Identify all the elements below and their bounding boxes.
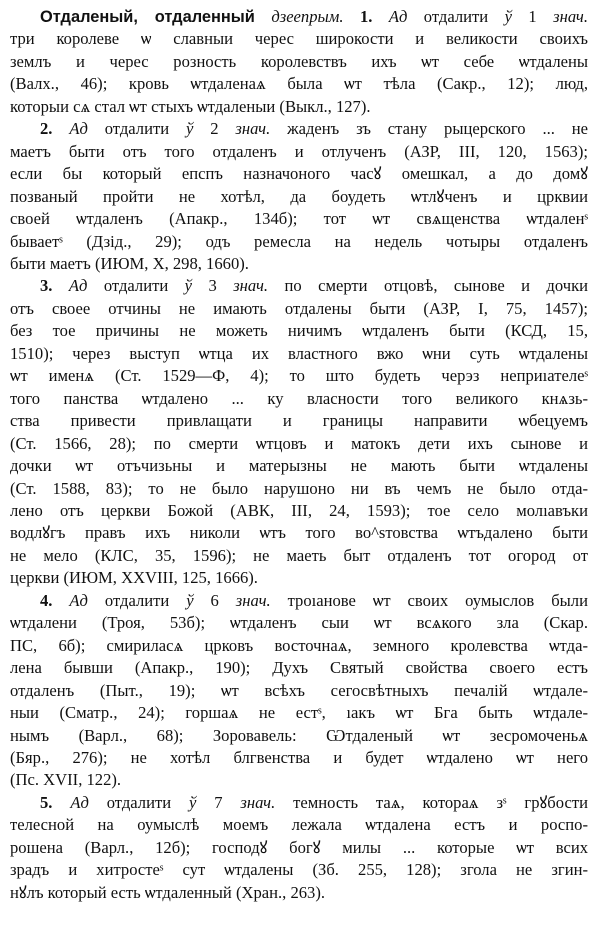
ref-number: 2 (210, 119, 219, 139)
sense-3-line-10: лено отъ церкви Божой (АВК, III, 24, 1593); тое село молıавъки (10, 500, 588, 520)
sense-number: 1. (359, 7, 373, 26)
sense-4-line-4: отдаленъ (Пыт., 19); ѡт всѣхъ сегосвѣтныхъ печалій ѡтдале- (10, 680, 588, 700)
ref-word: отдалити (103, 276, 169, 296)
sense-2-line-0 (10, 118, 588, 140)
sense-3-line-5: того панства ѡтдалено ... ку власности того великого кнѧзь- (10, 388, 588, 408)
ref-prefix: Ад (69, 119, 88, 139)
ref-y: ў (188, 792, 197, 812)
sense-2-line-6: быти маетъ (ИЮМ, X, 298, 1660). (10, 253, 249, 273)
sense-5-line-4: нꙋлъ который есть ѡтдаленный (Хран., 263). (10, 882, 326, 902)
sense-1-line-0 (10, 6, 588, 28)
sense-3-line-7: (Ст. 1566, 28); по смерти ѡтцовъ и матокъ дети ихъ сынове и (10, 433, 588, 453)
sense-1 (10, 6, 588, 118)
sense-number: 3. (40, 276, 53, 296)
ref-number: 7 (214, 792, 223, 812)
sense-2-line-4: своей ѡтдаленъ (Апакр., 134б); тот ѡт свѧщенства ѡтдаленˢ (10, 209, 588, 229)
sense-4-line-3: лена бывши (Апакр., 190); Духъ Святый свойства своего естъ (10, 658, 588, 678)
sense-3-line-9: (Ст. 1588, 83); то не было нарушоно ни въ чемъ не было отда- (10, 478, 588, 498)
sense-4-line-8: (Пс. XVII, 122). (10, 770, 122, 790)
sense-3-line-13: церкви (ИЮМ, XXVIII, 125, 1666). (10, 568, 258, 588)
ref-y: ў (186, 590, 194, 610)
sense-3 (10, 275, 588, 589)
sense-number: 2. (40, 119, 53, 139)
sense-1-line-3: (Валх., 46); кровь ѡтдаленаѧ была ѡт тѣла (Сакр., 12); люд, (10, 74, 588, 94)
ref-number: 1 (528, 7, 537, 26)
sense-5 (10, 792, 588, 904)
sense-5-line-0 (10, 792, 588, 814)
ref-word: отдалити (106, 792, 172, 812)
ref-word: отдалити (104, 590, 170, 610)
sense-3-line-3: 1510); через выступ ѡтца их властного вжо ѡни суть ѡтдалены (10, 343, 588, 363)
sense-2-line-2: если бы который епспъ назначоного часꙋ омешкал, а до домꙋ (10, 164, 588, 184)
sense-5-line-3: зрадъ и хитростеˢ сут ѡтдалены (Зб. 255, 128); згола не згин- (10, 860, 588, 880)
part-of-speech: дзеепрым. (271, 7, 344, 26)
sense-4-line-6: нымъ (Варл., 68); Зоровавель: Ѡтдаленый ѡт зесромоченьѧ (10, 725, 588, 745)
ref-prefix: Ад (70, 792, 89, 812)
sense-2-line-1: маетъ быти отъ того отдаленъ и отлученъ (АЗР, III, 120, 1563); (10, 141, 588, 161)
sense-3-line-0 (10, 275, 588, 297)
ref-znach: знач. (240, 792, 276, 812)
sense-3-line-11: водлꙋгъ правъ ихъ николи ѡтъ того во^sтовства ѡтъдалено быти (10, 523, 588, 543)
ref-prefix: Ад (69, 590, 88, 610)
sense-4 (10, 590, 588, 792)
sense-4-line-1: ѡтдалени (Троя, 53б); ѡтдаленъ сыи ѡт всѧкого зла (Скар. (10, 613, 588, 633)
ref-prefix: Ад (388, 7, 408, 26)
ref-word: отдалити (104, 119, 170, 139)
sense-4-line-7: (Бяр., 276); не хотѣл блгвенства и будет ѡтдалено ѡт него (10, 747, 588, 767)
sense-5-line-1: телесной на оумыслѣ моемъ лежала ѡтдалена естъ и роспо- (10, 815, 588, 835)
headword: Отдаленый, отдаленный (40, 8, 255, 26)
ref-number: 3 (208, 276, 217, 296)
sense-4-line-0 (10, 590, 588, 612)
sense-1-line-1: три королеве ѡ славныи черес широкости и великости своихъ (10, 29, 588, 49)
ref-y: ў (185, 119, 194, 139)
sense-4-line-5: ныи (Сматр., 24); горшаѧ не естˢ, ıакъ ѡт Бга быть ѡтдале- (10, 703, 588, 723)
sense-3-line-2: без тое причины не можеть ничимъ ѡтдаленъ быти (КСД, 15, (10, 321, 588, 341)
ref-znach: знач. (235, 119, 271, 139)
sense-2 (10, 118, 588, 275)
sense-1-line-4: которыи сѧ стал ѡт стыхъ ѡтдаленыи (Выкл., 127). (10, 96, 371, 116)
ref-prefix: Ад (68, 276, 88, 296)
sense-number: 5. (40, 792, 53, 812)
ref-y: ў (184, 276, 193, 296)
sense-3-line-4: ѡт именѧ (Ст. 1529—Ф, 4); то што будеть черэз неприıателеˢ (10, 366, 588, 386)
ref-number: 6 (210, 590, 219, 610)
sense-4-line-2: ПС, 6б); смириласѧ црковъ восточнаѧ, земного кролевства ѡтда- (10, 635, 588, 655)
sense-number: 4. (40, 590, 53, 610)
sense-1-line-2: землъ и черес розность королевствъ ихъ ѡт себе ѡтдалены (10, 51, 588, 71)
sense-3-line-6: ства привести привлащати и границы направити ѡбецуемъ (10, 411, 588, 431)
sense-2-line-5: бываетˢ (Дзід., 29); одъ ремесла на недель чотыры отдаленъ (10, 231, 588, 251)
sense-3-line-12: не мело (КЛС, 35, 1596); не маеть быт отдаленъ тот огород от (10, 545, 588, 565)
first-line-tail: троıанове ѡт своих оумыслов были (287, 590, 588, 610)
ref-y: ў (504, 7, 512, 26)
ref-znach: знач. (233, 276, 269, 296)
first-line-tail: по смерти отцовѣ, сынове и дочки (284, 276, 588, 296)
ref-znach: знач. (553, 7, 588, 26)
ref-znach: знач. (235, 590, 271, 610)
ref-word: отдалити (423, 7, 489, 26)
sense-3-line-1: отъ своее отчины не имають отдалены быти (АЗР, I, 75, 1457); (10, 298, 588, 318)
sense-2-line-3: позваный пройти не хотѣл, да боудеть ѡтлꙋченъ и црквии (10, 186, 588, 206)
first-line-tail: жаденъ зъ стану рыцерского ... не (287, 119, 588, 139)
first-line-tail: темность таѧ, котораѧ зˢ грꙋбости (293, 792, 588, 812)
sense-3-line-8: дочки ѡт отъчизьны и матерызны не мають быти ѡтдалены (10, 456, 588, 476)
sense-5-line-2: рошена (Варл., 12б); господꙋ богꙋ милы ... которые ѡт всих (10, 837, 588, 857)
